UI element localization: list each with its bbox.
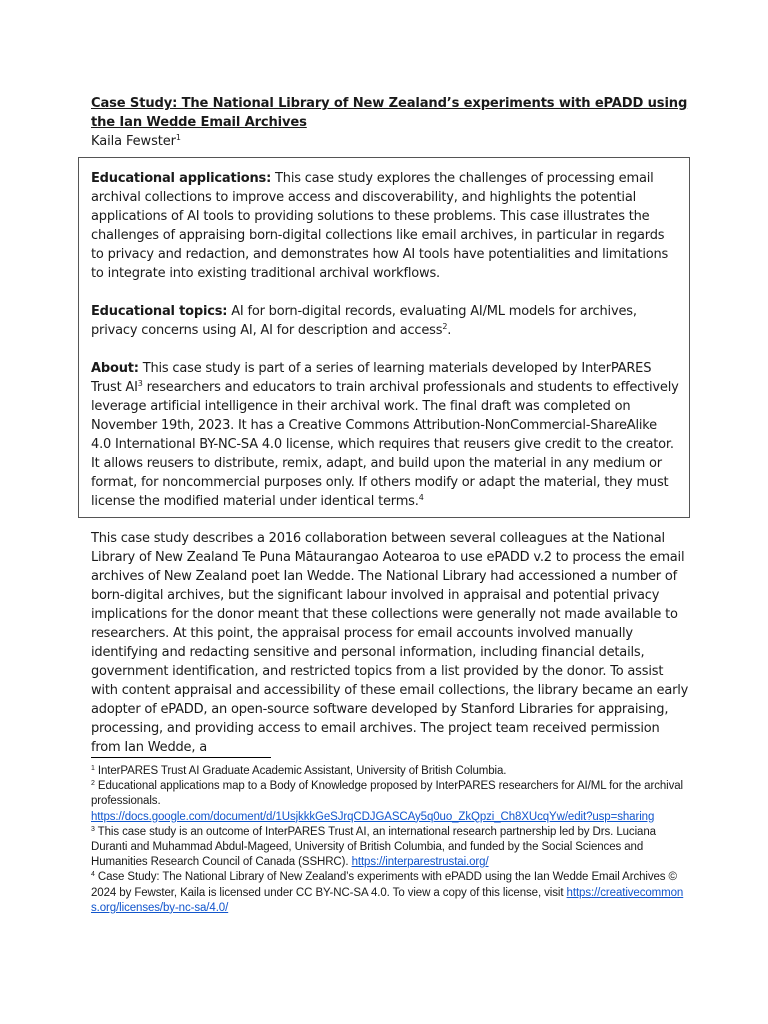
author-line (91, 132, 691, 151)
footnote-2 (91, 779, 691, 825)
footnote-3-text: This case study is an outcome of InterPARES Trust AI, an international research partnership led by Drs. Luciana Duranti and Muhammad Abdul-Mageed, University of British Columbia, and funded by the Social Sciences and Humanities Research Council of Canada (SSHRC). (91, 825, 656, 869)
footnote-1 (91, 764, 691, 779)
footnote-2-number: 2 (91, 780, 95, 788)
footnote-ref-3[interactable]: 3 (137, 379, 143, 388)
about-text-b: researchers and educators to train archival professionals and students to effectively leverage artificial intelligence in their archival work. The final draft was completed on November 19th, 2023. It has a Creative Commons Attribution-NonCommercial-ShareAlike 4.0 International BY-NC-SA 4.0 license, which requires that reusers give credit to the creator. It allows reusers to distribute, remix, adapt, and build upon the material in any medium or format, for noncommercial purposes only. If others modify or adapt the material, they must license the modified material under identical terms. (91, 380, 679, 509)
page-title: Case Study: The National Library of New Zealand’s experiments with ePADD using the Ian Wedde Email Archives (91, 96, 688, 130)
footnote-1-number: 1 (91, 765, 95, 772)
about-label: About: (91, 361, 139, 376)
title-block (91, 94, 691, 151)
footnote-ref-1[interactable]: 1 (175, 133, 181, 142)
footnote-divider (91, 757, 271, 758)
footnote-3-link[interactable]: https://interparestrustai.org/ (351, 856, 489, 869)
about-text-a: This case study is part of a series of learning materials developed by InterPARES Trust AI (91, 361, 652, 395)
footnote-1-text: InterPARES Trust AI Graduate Academic Assistant, University of British Columbia. (94, 765, 507, 777)
about-paragraph (91, 359, 679, 511)
educational-applications-text: This case study explores the challenges of processing email archival collections to improve access and discoverability, and highlights the potential applications of AI tools to providing solutions to these problems. This case illustrates the challenges of appraising born-digital collections like email archives, in particular in regards to privacy and redaction, and demonstrates how AI tools have potentialities and limitations to integrate into existing traditional archival workflows. (91, 171, 669, 281)
educational-topics-end: . (447, 323, 452, 338)
educational-topics-label: Educational topics: (91, 304, 228, 319)
footnotes (91, 764, 691, 916)
footnote-ref-2[interactable]: 2 (442, 322, 448, 331)
footnote-4-link[interactable]: https://creativecommons.org/licenses/by-nc-sa/4.0/ (91, 886, 684, 914)
educational-topics-text: AI for born-digital records, evaluating AI/ML models for archives, privacy concerns using AI, AI for description and access (91, 304, 637, 338)
educational-topics-paragraph (91, 302, 679, 340)
footnote-3-number: 3 (91, 825, 95, 833)
summary-box (78, 157, 690, 518)
footnote-4-text: Case Study: The National Library of New Zealand’s experiments with ePADD using the Ian Wedde Email Archives © 2024 by Fewster, Kaila is licensed under CC BY-NC-SA 4.0. To view a copy of this license, visit (91, 871, 677, 899)
footnote-2-link[interactable]: https://docs.google.com/document/d/1UsjkkkGeSJrqCDJGASCAy5q0uo_ZkQpzi_Ch8XUcqYw/edit?usp=sharing (91, 810, 655, 823)
footnote-2-text: Educational applications map to a Body of Knowledge proposed by InterPARES researchers for AI/ML for the archival professionals. (91, 780, 684, 808)
footnote-3 (91, 825, 691, 871)
educational-applications-label: Educational applications: (91, 171, 272, 186)
educational-applications-paragraph (91, 169, 679, 283)
author-name: Kaila Fewster (91, 134, 176, 149)
footnote-4 (91, 870, 691, 916)
body-paragraph: This case study describes a 2016 collaboration between several colleagues at the National Library of New Zealand Te Puna Mātaurangao Aotearoa to use ePADD v.2 to process the email archives of New Zealand poet Ian Wedde. The National Library had accessioned a number of born-digital archives, but the significant labour involved in appraisal and potential privacy implications for the donor meant that these collections were generally not made available to researchers. At this point, the appraisal process for email accounts involved manually identifying and redacting sensitive and personal information, including financial details, government identification, and restricted topics from a list provided by the donor. To assist with content appraisal and accessibility of these email collections, the library became an early adopter of ePADD, an open-source software developed by Stanford Libraries for appraising, processing, and providing access to email archives. The project team received permission from Ian Wedde, a (91, 531, 689, 755)
footnote-ref-4[interactable]: 4 (418, 493, 424, 502)
footnote-4-number: 4 (91, 871, 95, 879)
